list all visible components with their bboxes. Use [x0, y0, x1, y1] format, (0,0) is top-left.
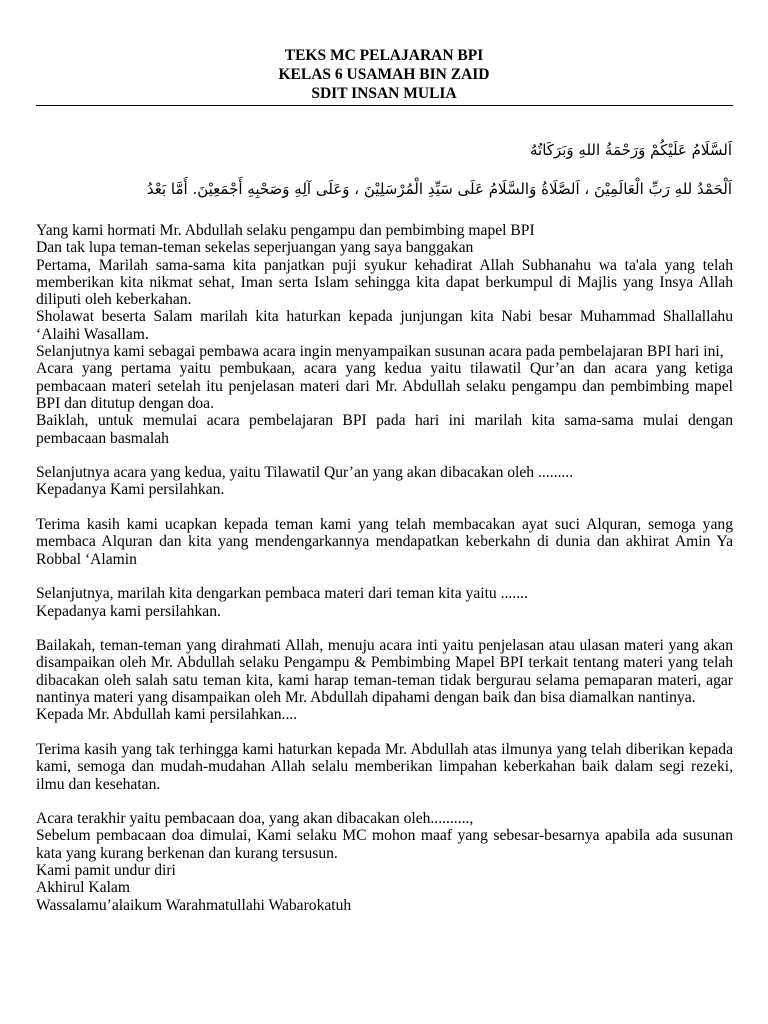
document-header	[0, 46, 768, 103]
paragraph-basmalah: Baiklah, untuk memulai acara pembelajaran BPI pada hari ini marilah kita sama-sama mulai dengan pembacaan basmalah	[36, 412, 733, 447]
arabic-salam: اَلسَّلَامُ عَلَيْكُمْ وَرَحْمَةُ اللهِ وَبَرَكَاتُهُ	[530, 141, 732, 159]
paragraph-closing-salam: Wassalamu’alaikum Warahmatullahi Wabarokatuh	[36, 896, 352, 914]
paragraph-apology: Sebelum pembacaan doa dimulai, Kami selaku MC mohon maaf yang sebesar-besarnya apabila ada susunan kata yang kurang berkenan dan kurang tersusun.	[36, 827, 733, 862]
paragraph-agenda: Acara yang pertama yaitu pembukaan, acara yang kedua yaitu tilawatil Qur’an dan acara yang ketiga pembacaan materi setelah itu penjelasan materi dari Mr. Abdullah selaku pengampu dan pembimbing mapel BPI dan ditutup dengan doa.	[36, 360, 733, 412]
header-school: SDIT INSAN MULIA	[311, 85, 457, 102]
header-class: KELAS 6 USAMAH BIN ZAID	[278, 66, 490, 83]
paragraph-sholawat: Sholawat beserta Salam marilah kita haturkan kepada junjungan kita Nabi besar Muhammad Shallallahu ‘Alaihi Wasallam.	[36, 308, 733, 343]
paragraph-spacer	[36, 724, 733, 741]
document-body	[36, 222, 733, 914]
paragraph-spacer	[36, 620, 733, 637]
header-divider	[36, 105, 733, 106]
paragraph-farewell: Kami pamit undur diri	[36, 861, 176, 879]
paragraph-akhirul-kalam: Akhirul Kalam	[36, 879, 130, 897]
paragraph-spacer	[36, 793, 733, 810]
paragraph-closing-prayer: Acara terakhir yaitu pembacaan doa, yang akan dibacakan oleh..........,	[36, 810, 474, 828]
paragraph-agenda-intro: Selanjutnya kami sebagai pembawa acara ingin menyampaikan susunan acara pada pembelajaran BPI hari ini,	[36, 343, 724, 361]
paragraph-spacer	[36, 568, 733, 585]
header-title: TEKS MC PELAJARAN BPI	[284, 47, 484, 64]
paragraph-greeting-friends: Dan tak lupa teman-teman sekelas seperjuangan yang saya banggakan	[36, 239, 474, 257]
paragraph-tilawah: Selanjutnya acara yang kedua, yaitu Tilawatil Qur’an yang akan dibacakan oleh .........	[36, 464, 574, 482]
paragraph-main-event: Bailakah, teman-teman yang dirahmati Allah, menuju acara inti yaitu penjelasan atau ulasan materi yang akan disampaikan oleh Mr. Abdullah selaku Pengampu & Pembimbing Mapel BPI terkait tentang materi yang telah dibacakan oleh salah satu teman kita, kami harap teman-teman tidak bergurau selama pemaparan materi, agar nantinya materi yang disampaikan oleh Mr. Abdullah dipahami dengan baik dan bisa diamalkan nantinya.	[36, 637, 733, 707]
paragraph-thanks-reciter: Terima kasih kami ucapkan kepada teman kami yang telah membacakan ayat suci Alquran, semoga yang membaca Alquran dan kita yang mendengarkannya mendapatkan keberkahn di dunia dan akhirat Amin Ya Robbal ‘Alamin	[36, 516, 733, 568]
arabic-opening-praise: اَلْحَمْدُ للهِ رَبِّ الْعَالَمِيْنَ ، اَلصَّلَاةُ وَالسَّلَامُ عَلَى سَيِّدِ الْمُرْسَلِيْنَ ، وَعَلَى آلِهِ وَصَحْبِهِ أَجْمَعِيْنَ. أَمَّا بَعْدُ	[146, 180, 732, 198]
paragraph-thanks-teacher: Terima kasih yang tak terhingga kami haturkan kepada Mr. Abdullah atas ilmunya yang telah diberikan kepada kami, semoga dan mudah-mudahan Allah selalu memberikan limpahan keberkahan baik dalam segi rezeki, ilmu dan kesehatan.	[36, 740, 733, 793]
paragraph-gratitude: Pertama, Marilah sama-sama kita panjatkan puji syukur kehadirat Allah Subhanahu wa ta'ala yang telah memberikan kita nikmat sehat, Iman serta Islam sehingga kita dapat berkumpul di Majlis yang Insya Allah diliputi oleh keberkahan.	[36, 256, 733, 309]
paragraph-material-reader: Selanjutnya, marilah kita dengarkan pembaca materi dari teman kita yaitu .......	[36, 585, 528, 603]
paragraph-tilawah-invite: Kepadanya Kami persilahkan.	[36, 481, 225, 499]
paragraph-spacer	[36, 447, 733, 464]
paragraph-greeting-teacher: Yang kami hormati Mr. Abdullah selaku pengampu dan pembimbing mapel BPI	[36, 222, 535, 239]
paragraph-spacer	[36, 499, 733, 516]
paragraph-material-invite: Kepadanya kami persilahkan.	[36, 602, 221, 620]
paragraph-teacher-invite: Kepada Mr. Abdullah kami persilahkan....	[36, 706, 298, 724]
